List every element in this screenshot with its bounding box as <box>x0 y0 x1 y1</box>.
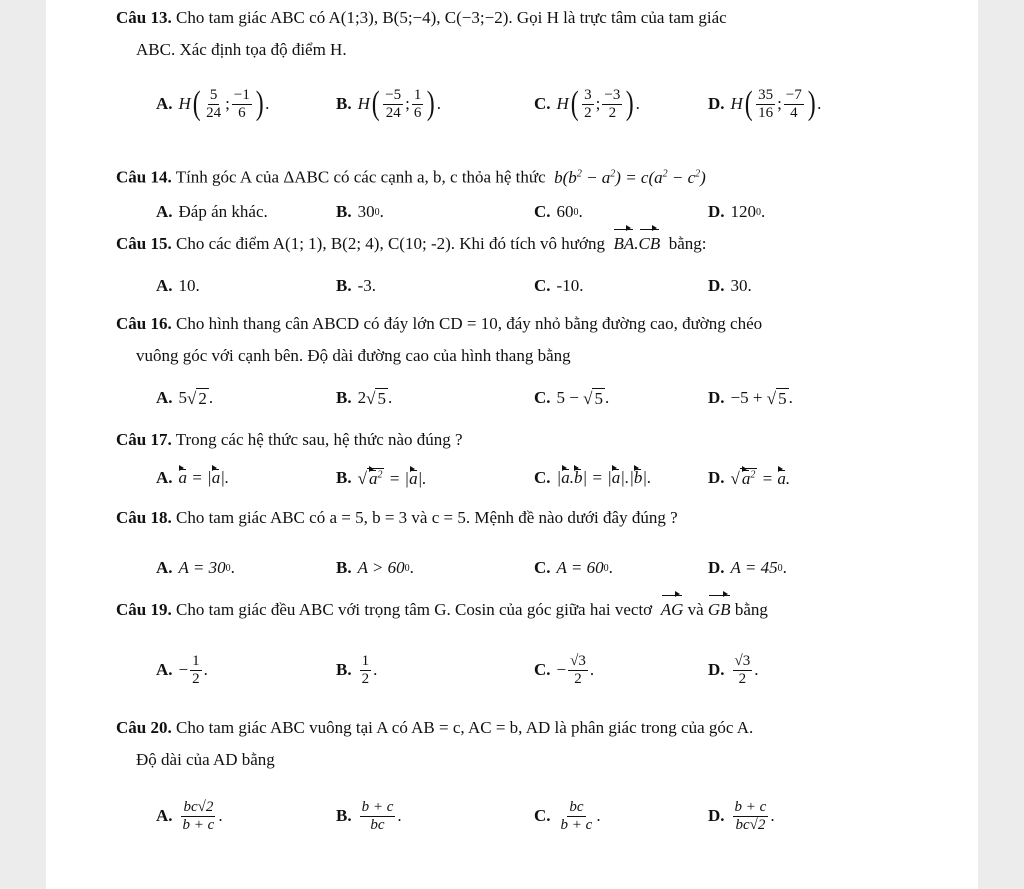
option-c: C. H ( $\frac{3}{2}$ ; $\frac{-3}{2}$ ) . <box>534 85 640 122</box>
option-c: C. − $\frac{√3}{2}$ . <box>534 652 595 687</box>
question-number: Câu 13. <box>116 8 172 27</box>
option-a: A. Đáp án khác. <box>156 202 268 221</box>
option-c: C. -10. <box>534 276 584 295</box>
option-c: C. $\frac{bc}{b + c}$ . <box>534 798 601 833</box>
question-text-line2: Độ dài của AD bằng <box>136 750 275 769</box>
option-d: D. 120 0 . <box>708 202 766 221</box>
option-a: A. H ( $\frac{5}{24}$ ; $\frac{-1}{6}$ ) . <box>156 85 270 122</box>
options-18 <box>156 548 956 588</box>
option-b: B. -3. <box>336 276 377 295</box>
question-15: Câu 15. Cho các điểm A(1; 1), B(2; 4), C(10; -2). Khi đó tích vô hướng BA.CB bằng: <box>116 228 946 260</box>
question-text: Tính góc A của ΔABC có các cạnh a, b, c thỏa hệ thức <box>175 167 546 187</box>
options-16 <box>156 378 956 418</box>
question-18: Câu 18. Cho tam giác ABC có a = 5, b = 3 và c = 5. Mệnh đề nào dưới đây đúng ? <box>116 508 678 527</box>
option-d: D. A = 45 0 . <box>708 558 787 577</box>
option-d: D. −5 + √ 5 . <box>708 388 793 408</box>
question-20: Câu 20. Cho tam giác ABC vuông tại A có AB = c, AC = b, AD là phân giác trong của góc A. Độ dài của AD bằng <box>116 718 754 769</box>
option-b: B. $\frac{1}{2}$ . <box>336 652 378 687</box>
option-d: D. √ $a^2$ = a. <box>708 468 791 488</box>
option-d: D. H ( $\frac{35}{16}$ ; $\frac{-7}{4}$ ) . <box>708 85 822 122</box>
question-16: Câu 16. Cho hình thang cân ABCD có đáy lớn CD = 10, đáy nhỏ bằng đường cao, đường chéo vuông góc với cạnh bên. Độ dài đường cao của hình thang bằng <box>116 314 763 365</box>
question-text: Cho hình thang cân ABCD có đáy lớn CD = 10, đáy nhỏ bằng đường cao, đường chéo <box>175 314 763 333</box>
option-b: B. 30 0 . <box>336 202 384 221</box>
option-b: B. √ $a^2$ = |a|. <box>336 468 427 488</box>
dot-product: BA.CB <box>609 234 664 253</box>
option-b: B. H ( $\frac{-5}{24}$ ; $\frac{1}{6}$ ) . <box>336 85 441 122</box>
question-text-line2: ABC. Xác định tọa độ điểm H. <box>136 40 347 59</box>
option-a: A. − $\frac{1}{2}$ . <box>156 652 208 687</box>
option-c: C. |a.b| = |a|.|b|. <box>534 468 652 487</box>
question-17: Câu 17. Trong các hệ thức sau, hệ thức nào đúng ? <box>116 430 463 449</box>
equation: $b(b^2 - a^2) = c(a^2 - c^2)$ <box>549 167 706 187</box>
question-text: Cho tam giác đều ABC với trọng tâm G. Cosin của góc giữa hai vectơ <box>175 600 653 619</box>
option-a: A. 10. <box>156 276 200 295</box>
options-14 <box>156 192 956 232</box>
options-13 <box>156 84 956 124</box>
question-text: Cho tam giác ABC có a = 5, b = 3 và c = 5. Mệnh đề nào dưới đây đúng ? <box>175 508 678 527</box>
option-b: B. A > 60 0 . <box>336 558 414 577</box>
question-text-line2: vuông góc với cạnh bên. Độ dài đường cao của hình thang bằng <box>136 346 571 365</box>
option-a: A. A = 30 0 . <box>156 558 235 577</box>
option-d: D. $\frac{√3}{2}$ . <box>708 652 759 687</box>
options-20 <box>156 796 956 836</box>
option-c: C. 60 0 . <box>534 202 583 221</box>
options-17 <box>156 458 956 498</box>
question-text: Cho tam giác ABC có A(1;3), B(5;−4), C(−3;−2). Gọi H là trực tâm của tam giác <box>175 8 727 27</box>
document-page <box>46 0 978 889</box>
question-19: Câu 19. Cho tam giác đều ABC với trọng tâm G. Cosin của góc giữa hai vectơ AG và GB bằng <box>116 594 946 626</box>
option-a: A. $\frac{bc√2}{b + c}$ . <box>156 798 223 833</box>
question-text: Cho các điểm A(1; 1), B(2; 4), C(10; -2). Khi đó tích vô hướng <box>175 234 605 253</box>
option-d: D. $\frac{b + c}{bc√2}$ . <box>708 798 775 833</box>
question-13 <box>116 2 946 66</box>
option-c: C. A = 60 0 . <box>534 558 613 577</box>
option-c: C. 5 − √ 5 . <box>534 388 610 408</box>
question-text: Cho tam giác ABC vuông tại A có AB = c, AC = b, AD là phân giác trong của góc A. <box>175 718 754 737</box>
option-a: A. 5 √ 2 . <box>156 388 214 408</box>
option-b: B. $\frac{b + c}{bc}$ . <box>336 798 402 833</box>
option-d: D. 30. <box>708 276 752 295</box>
question-text: Trong các hệ thức sau, hệ thức nào đúng ? <box>175 430 463 449</box>
options-15 <box>156 266 956 306</box>
options-19 <box>156 650 956 690</box>
question-14: Câu 14. Tính góc A của ΔABC có các cạnh a, b, c thỏa hệ thức $b(b^2 - a^2) = c(a^2 - c^2)$ <box>116 167 706 187</box>
option-b: B. 2 √ 5 . <box>336 388 393 408</box>
option-a: A. a = |a|. <box>156 468 230 487</box>
